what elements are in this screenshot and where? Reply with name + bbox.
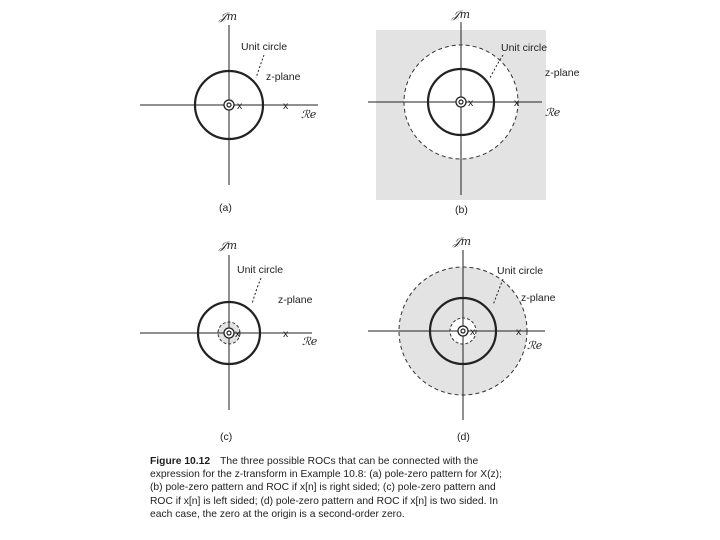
re-axis-label: ℛe: [302, 335, 318, 348]
panel-tag: (b): [455, 204, 468, 216]
pole-marker: x: [516, 326, 522, 338]
z-plane-label: z-plane: [545, 67, 580, 79]
caption-line: ROC if x[n] is left sided; (d) pole-zero pattern and ROC if x[n] is two sided. In: [150, 495, 498, 507]
caption-line: [150, 455, 580, 468]
double-zero-marker: [224, 100, 234, 110]
z-plane-label: z-plane: [266, 71, 301, 83]
unit-circle-label: Unit circle: [241, 41, 288, 53]
z-plane-label: z-plane: [278, 294, 313, 306]
unit-circle-pointer: [256, 55, 264, 78]
re-axis-label: ℛe: [527, 339, 543, 352]
double-zero-marker: [458, 326, 468, 336]
pole-marker: x: [235, 328, 241, 340]
pole-marker: x: [283, 100, 289, 112]
z-plane-label: z-plane: [521, 292, 556, 304]
re-axis-label: ℛe: [545, 106, 561, 119]
panel-tag: (d): [457, 431, 470, 443]
unit-circle-label: Unit circle: [501, 42, 548, 54]
pole-marker: x: [470, 326, 476, 338]
pole-marker: x: [514, 97, 520, 109]
double-zero-marker: [224, 328, 234, 338]
caption-line: (b) pole-zero pattern and ROC if x[n] is right sided; (c) pole-zero pattern and: [150, 482, 496, 494]
figure-caption: [150, 455, 580, 521]
panel-a: [140, 10, 318, 214]
panel-d: [368, 235, 556, 443]
caption-line: each case, the zero at the origin is a second-order zero.: [150, 508, 405, 520]
panel-tag: (a): [219, 202, 232, 214]
panel-tag: (c): [220, 431, 233, 443]
panel-b: [368, 8, 580, 216]
unit-circle-label: Unit circle: [497, 265, 544, 277]
caption-text: The three possible ROCs that can be connected with the: [220, 456, 479, 467]
unit-circle-label: Unit circle: [237, 264, 284, 276]
pole-marker: x: [237, 100, 243, 112]
panel-c: [140, 239, 318, 443]
im-axis-label: 𝒥m: [452, 8, 471, 21]
im-axis-label: 𝒥m: [219, 239, 238, 252]
pole-marker: x: [468, 97, 474, 109]
im-axis-label: 𝒥m: [219, 10, 238, 23]
unit-circle-pointer: [252, 278, 261, 304]
figure-label: Figure 10.12: [150, 456, 211, 467]
pole-marker: x: [283, 328, 289, 340]
double-zero-marker: [456, 97, 466, 107]
caption-line: expression for the z-transform in Example 10.8: (a) pole-zero pattern for X(z);: [150, 469, 502, 481]
im-axis-label: 𝒥m: [453, 235, 472, 248]
re-axis-label: ℛe: [301, 108, 317, 121]
